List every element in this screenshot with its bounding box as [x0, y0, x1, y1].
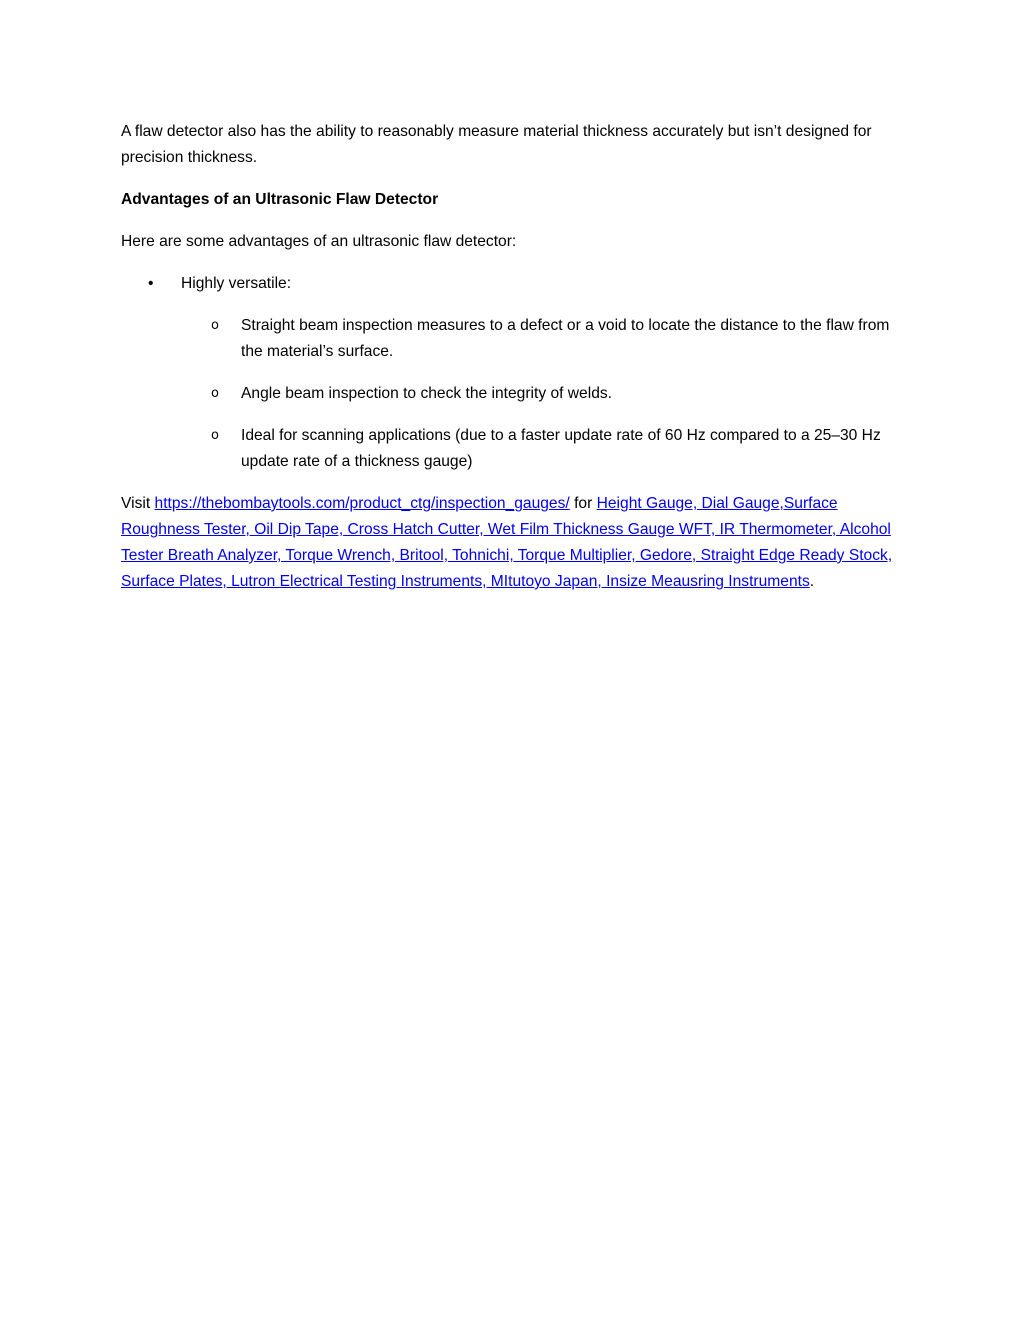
- visit-suffix: .: [809, 573, 815, 590]
- bullet-icon: •: [148, 275, 154, 292]
- sub-item-text: Straight beam inspection measures to a defect or a void to locate the distance to the flaw from the material’s surface.: [241, 317, 890, 360]
- sub-item-text: Ideal for scanning applications (due to a faster update rate of 60 Hz compared to a 25–30 Hz update rate of a thickness gauge): [241, 427, 881, 470]
- sub-bullet-icon: o: [211, 428, 219, 443]
- sub-list-item: [121, 381, 896, 407]
- bullet-text: Highly versatile:: [181, 275, 292, 292]
- sub-list-item: [121, 313, 896, 365]
- visit-middle: for: [569, 495, 597, 512]
- sub-bullet-icon: o: [211, 318, 219, 333]
- inspection-gauges-url-link[interactable]: https://thebombaytools.com/product_ctg/inspection_gauges/: [154, 495, 570, 512]
- section-heading: Advantages of an Ultrasonic Flaw Detector: [121, 191, 439, 208]
- products-link[interactable]: Height Gauge, Dial Gauge,Surface Roughness Tester, Oil Dip Tape, Cross Hatch Cutter, Wet Film Thickness Gauge WFT, IR Thermometer, Alcohol Tester Breath Analyzer, Torque Wrench, Britool, Tohnichi, Torque Multiplier, Gedore, Straight Edge Ready Stock, Surface Plates, Lutron Electrical Testing Instruments, MItutoyo Japan, Insize Meausring Instruments: [121, 495, 893, 590]
- list-item-highly-versatile: [121, 271, 896, 475]
- visit-paragraph: [121, 491, 896, 595]
- sub-item-text: Angle beam inspection to check the integrity of welds.: [241, 385, 612, 402]
- intro-paragraph: A flaw detector also has the ability to reasonably measure material thickness accurately but isn’t designed for precision thickness.: [121, 123, 872, 166]
- advantages-list: [121, 271, 896, 475]
- sub-bullet-icon: o: [211, 386, 219, 401]
- visit-prefix: Visit: [121, 495, 155, 512]
- document-body: [121, 119, 896, 611]
- sub-list: [121, 313, 896, 475]
- sub-list-item: [121, 423, 896, 475]
- lead-paragraph: Here are some advantages of an ultrasonic flaw detector:: [121, 233, 517, 250]
